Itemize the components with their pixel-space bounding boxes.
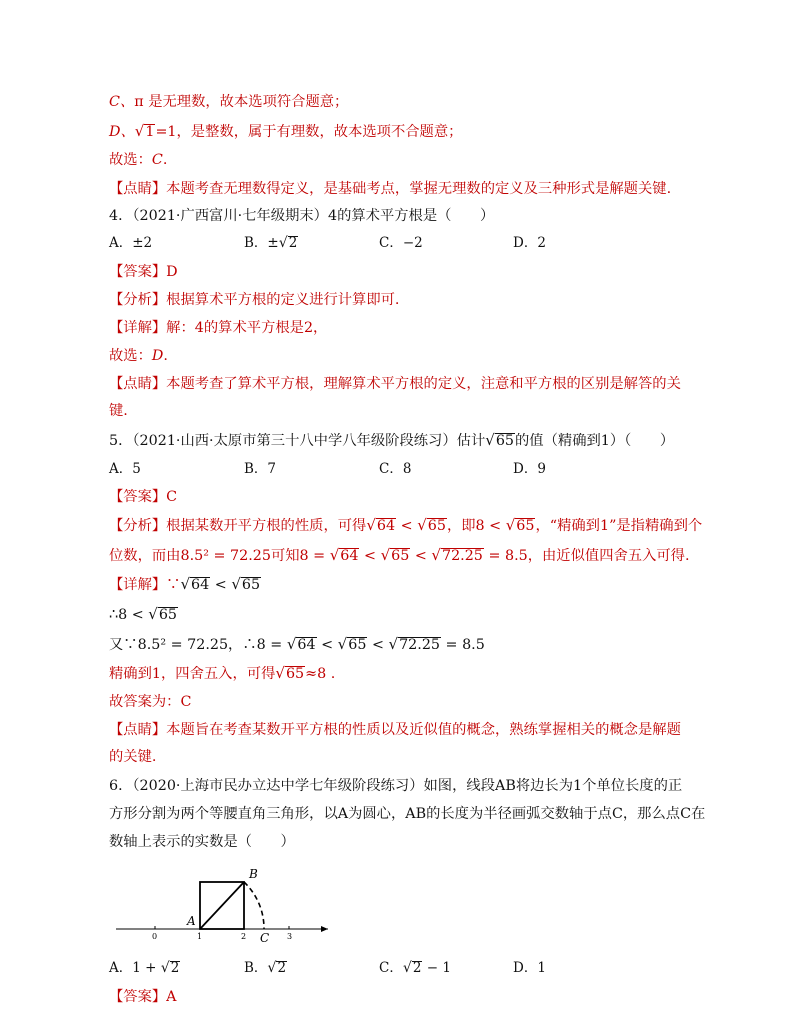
detail-step: 又∵8.5² = 72.25，∴8 = √64 < √65 < √72.25 = 8.5 — [109, 635, 485, 653]
option-b: B．7 — [244, 461, 277, 477]
final-answer: 故答案为：C — [109, 694, 192, 710]
tip-paragraph: 【点睛】本题考查了算术平方根，理解算术平方根的定义，注意和平方根的区别是解答的关 — [109, 376, 681, 392]
detail-step: ∴8 < √65 — [109, 605, 178, 623]
axis-arrow-icon — [321, 926, 328, 932]
tick-label-2: 2 — [241, 932, 247, 941]
tip-paragraph-continued: 的关键. — [109, 749, 157, 765]
option-c: C．√2 − 1 — [379, 960, 451, 976]
question-6-stem-continued: 数轴上表示的实数是（ ） — [109, 834, 295, 850]
option-a: A．1 + √2 — [109, 960, 180, 976]
option-d: D．9 — [513, 461, 546, 477]
tick-label-3: 3 — [287, 932, 293, 941]
analysis-paragraph-continued: 位数，而由8.5² = 72.25可知8 = √64 < √65 < √72.25 = 8.5，由近似值四舍五入可得. — [109, 546, 690, 564]
option-b: B．√2 — [244, 960, 287, 976]
tick-label-0: 0 — [152, 932, 158, 941]
analysis-paragraph: 【分析】根据某数开平方根的性质，可得√64 < √65，即8 < √65，“精确到1”是指精确到个 — [109, 516, 703, 534]
detail-step: 精确到1，四舍五入，可得√65≈8 . — [109, 664, 336, 682]
question-6-stem-continued: 方形分割为两个等腰直角三角形，以A为圆心，AB的长度为半径画弧交数轴于点C，那么点C在 — [109, 806, 706, 822]
tick-label-1: 1 — [197, 932, 203, 941]
question-4-stem: 4．（2021·广西富川·七年级期末）4的算术平方根是（ ） — [109, 208, 495, 224]
option-c: C．−2 — [379, 235, 423, 251]
segment-ab — [200, 882, 244, 929]
label-b: B — [249, 867, 258, 881]
option-d-explanation: D、√1=1，是整数，属于有理数，故本选项不合题意； — [109, 122, 463, 140]
option-c: C．8 — [379, 461, 412, 477]
detail-paragraph: 【详解】∵√64 < √65 — [109, 575, 261, 593]
arc-bc — [244, 882, 264, 929]
choose-line: 故选：C. — [109, 152, 168, 168]
analysis-paragraph: 【分析】根据算术平方根的定义进行计算即可. — [109, 292, 400, 308]
label-c: C — [260, 931, 270, 944]
option-d: D．2 — [513, 235, 546, 251]
option-b: B．±√2 — [244, 235, 298, 251]
number-line-figure — [110, 862, 340, 944]
answer-label: 【答案】A — [109, 989, 177, 1005]
option-d: D．1 — [513, 960, 546, 976]
question-6-stem: 6．（2020·上海市民办立达中学七年级阶段练习）如图，线段AB将边长为1个单位长度的正 — [109, 778, 683, 794]
option-a: A．±2 — [109, 235, 153, 251]
choose-line: 故选：D. — [109, 348, 168, 364]
detail-paragraph: 【详解】解：4的算术平方根是2， — [109, 320, 328, 336]
question-5-stem: 5．（2021·山西·太原市第三十八中学八年级阶段练习）估计√65的值（精确到1）（ ） — [109, 431, 675, 449]
tip-paragraph: 【点睛】本题考查无理数得定义，是基础考点，掌握无理数的定义及三种形式是解题关键. — [109, 181, 672, 197]
tip-paragraph: 【点睛】本题旨在考查某数开平方根的性质以及近似值的概念，熟练掌握相关的概念是解题 — [109, 722, 681, 738]
answer-label: 【答案】D — [109, 264, 178, 280]
answer-label: 【答案】C — [109, 489, 178, 505]
tip-paragraph-continued: 键. — [109, 403, 128, 419]
option-c-explanation: C、π 是无理数，故本选项符合题意； — [109, 94, 349, 110]
sqrt-expression: √1 — [134, 122, 155, 140]
label-a: A — [187, 914, 196, 928]
option-a: A．5 — [109, 461, 141, 477]
